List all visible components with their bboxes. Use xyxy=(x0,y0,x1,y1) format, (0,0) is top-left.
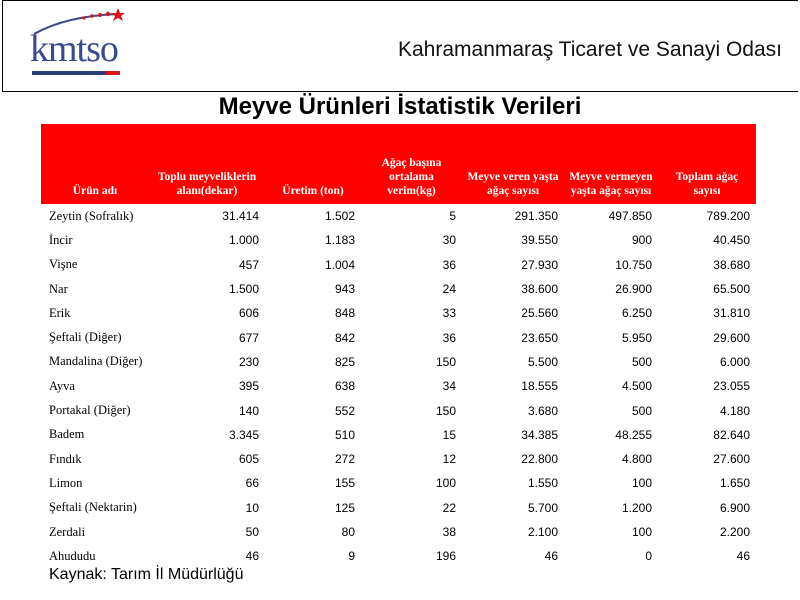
value-cell: 395 xyxy=(238,379,259,394)
fruit-statistics-table xyxy=(41,124,756,568)
value-cell: 4.180 xyxy=(719,403,750,418)
value-cell: 12 xyxy=(442,452,456,467)
value-cell: 46 xyxy=(245,549,259,564)
value-cell: 26.900 xyxy=(615,282,652,297)
value-cell: 27.930 xyxy=(521,257,558,272)
table-row xyxy=(41,471,756,495)
logo-bar-accent xyxy=(106,71,120,75)
value-cell: 24 xyxy=(442,282,456,297)
value-cell: 38.680 xyxy=(713,257,750,272)
value-cell: 1.500 xyxy=(228,282,259,297)
column-header: Toplam ağaç sayısı xyxy=(658,124,756,204)
value-cell: 34 xyxy=(442,379,456,394)
value-cell: 27.600 xyxy=(713,452,750,467)
table-row xyxy=(41,253,756,277)
value-cell: 2.100 xyxy=(527,525,558,539)
value-cell: 100 xyxy=(631,525,652,539)
value-cell: 9 xyxy=(348,549,355,564)
column-header: Ürün adı xyxy=(41,124,149,204)
value-cell: 848 xyxy=(334,306,355,321)
value-cell: 65.500 xyxy=(713,282,750,297)
value-cell: 5.700 xyxy=(527,500,558,515)
value-cell: 46 xyxy=(736,549,750,564)
value-cell: 552 xyxy=(334,403,355,418)
value-cell: 4.500 xyxy=(621,379,652,394)
value-cell: 5.950 xyxy=(621,330,652,345)
table-row xyxy=(41,277,756,301)
source-note: Kaynak: Tarım İl Müdürlüğü xyxy=(49,566,244,583)
table-row xyxy=(41,544,756,568)
value-cell: 100 xyxy=(435,476,456,491)
table-row xyxy=(41,398,756,422)
value-cell: 48.255 xyxy=(615,427,652,442)
value-cell: 842 xyxy=(334,330,355,345)
value-cell: 900 xyxy=(631,233,652,248)
product-name-cell: Fındık xyxy=(49,451,82,466)
value-cell: 638 xyxy=(334,379,355,394)
value-cell: 25.560 xyxy=(521,306,558,321)
column-header: Ağaç başına ortalama verim(kg) xyxy=(361,124,462,204)
value-cell: 155 xyxy=(334,476,355,491)
value-cell: 2.200 xyxy=(719,525,750,539)
value-cell: 500 xyxy=(631,354,652,369)
product-name-cell: Zerdali xyxy=(49,524,86,539)
value-cell: 38 xyxy=(442,525,456,539)
value-cell: 31.414 xyxy=(222,209,259,224)
value-cell: 125 xyxy=(334,500,355,515)
value-cell: 457 xyxy=(238,257,259,272)
product-name-cell: Limon xyxy=(49,475,83,490)
value-cell: 39.550 xyxy=(521,233,558,248)
value-cell: 1.000 xyxy=(228,233,259,248)
value-cell: 82.640 xyxy=(713,427,750,442)
value-cell: 140 xyxy=(238,403,259,418)
value-cell: 6.000 xyxy=(719,354,750,369)
value-cell: 1.200 xyxy=(621,500,652,515)
value-cell: 5.500 xyxy=(527,354,558,369)
table-row xyxy=(41,228,756,252)
product-name-cell: Badem xyxy=(49,427,85,442)
value-cell: 36 xyxy=(442,257,456,272)
value-cell: 3.345 xyxy=(228,427,259,442)
value-cell: 18.555 xyxy=(521,379,558,394)
value-cell: 497.850 xyxy=(608,209,652,224)
value-cell: 50 xyxy=(245,525,259,539)
value-cell: 33 xyxy=(442,306,456,321)
column-header: Üretim (ton) xyxy=(265,124,361,204)
value-cell: 196 xyxy=(435,549,456,564)
value-cell: 3.680 xyxy=(527,403,558,418)
value-cell: 291.350 xyxy=(514,209,558,224)
value-cell: 30 xyxy=(442,233,456,248)
table-row xyxy=(41,496,756,520)
value-cell: 34.385 xyxy=(521,427,558,442)
value-cell: 15 xyxy=(442,427,456,442)
value-cell: 1.004 xyxy=(324,257,355,272)
value-cell: 500 xyxy=(631,403,652,418)
page-title: Meyve Ürünleri İstatistik Verileri xyxy=(218,93,582,120)
table-row xyxy=(41,447,756,471)
table-row xyxy=(41,301,756,325)
value-cell: 825 xyxy=(334,354,355,369)
product-name-cell: Ayva xyxy=(49,378,75,393)
column-header: Toplu meyveliklerin alanı(dekar) xyxy=(149,124,265,204)
value-cell: 100 xyxy=(631,476,652,491)
product-name-cell: Portakal (Diğer) xyxy=(49,403,131,418)
value-cell: 38.600 xyxy=(521,282,558,297)
table-row xyxy=(41,204,756,228)
value-cell: 10 xyxy=(245,500,259,515)
value-cell: 23.650 xyxy=(521,330,558,345)
table-body xyxy=(41,204,756,568)
value-cell: 31.810 xyxy=(713,306,750,321)
table-row xyxy=(41,423,756,447)
value-cell: 0 xyxy=(645,549,652,564)
value-cell: 230 xyxy=(238,354,259,369)
product-name-cell: Şeftali (Nektarin) xyxy=(49,500,137,515)
product-name-cell: Erik xyxy=(49,305,71,320)
value-cell: 22.800 xyxy=(521,452,558,467)
value-cell: 40.450 xyxy=(713,233,750,248)
product-name-cell: Zeytin (Sofralık) xyxy=(49,208,134,223)
value-cell: 4.800 xyxy=(621,452,652,467)
kmtso-logo xyxy=(26,8,126,82)
value-cell: 150 xyxy=(435,403,456,418)
value-cell: 605 xyxy=(238,452,259,467)
value-cell: 606 xyxy=(238,306,259,321)
value-cell: 1.650 xyxy=(719,476,750,491)
value-cell: 29.600 xyxy=(713,330,750,345)
value-cell: 677 xyxy=(238,330,259,345)
value-cell: 36 xyxy=(442,330,456,345)
value-cell: 1.550 xyxy=(527,476,558,491)
table-row xyxy=(41,350,756,374)
product-name-cell: Şeftali (Diğer) xyxy=(49,330,122,345)
product-name-cell: Mandalina (Diğer) xyxy=(49,354,143,369)
product-name-cell: İncir xyxy=(49,232,73,247)
table-row xyxy=(41,325,756,349)
column-header: Meyve vermeyen yaşta ağaç sayısı xyxy=(564,124,658,204)
table-row xyxy=(41,520,756,544)
value-cell: 1.183 xyxy=(324,233,355,248)
value-cell: 66 xyxy=(245,476,259,491)
value-cell: 22 xyxy=(442,500,456,515)
value-cell: 789.200 xyxy=(706,209,750,224)
value-cell: 5 xyxy=(449,209,456,224)
value-cell: 46 xyxy=(544,549,558,564)
value-cell: 10.750 xyxy=(615,257,652,272)
value-cell: 1.502 xyxy=(324,209,355,224)
table-row xyxy=(41,374,756,398)
product-name-cell: Vişne xyxy=(49,257,78,272)
value-cell: 6.900 xyxy=(719,500,750,515)
value-cell: 23.055 xyxy=(713,379,750,394)
product-name-cell: Nar xyxy=(49,281,68,296)
value-cell: 510 xyxy=(334,427,355,442)
value-cell: 80 xyxy=(341,525,355,539)
value-cell: 943 xyxy=(334,282,355,297)
table-header-row xyxy=(41,124,756,204)
product-name-cell: Ahududu xyxy=(49,548,96,563)
column-header: Meyve veren yaşta ağaç sayısı xyxy=(462,124,564,204)
value-cell: 272 xyxy=(334,452,355,467)
logo-text: kmtso xyxy=(30,28,118,70)
value-cell: 6.250 xyxy=(621,306,652,321)
org-name: Kahramanmaraş Ticaret ve Sanayi Odası xyxy=(397,38,782,61)
value-cell: 150 xyxy=(435,354,456,369)
